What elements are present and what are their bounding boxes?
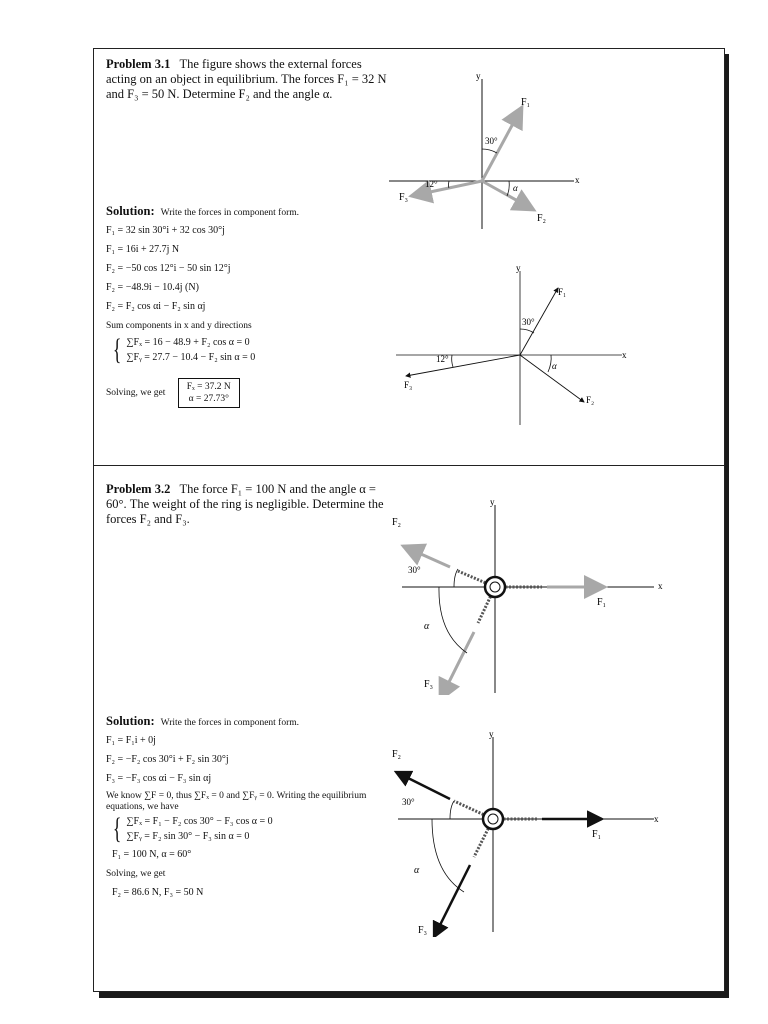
given-values: F₁ = 100 N, α = 60° <box>112 849 192 860</box>
force-f3-arrow <box>434 865 470 937</box>
solving-label: Solving, we get <box>106 869 166 879</box>
problem-3-1-statement <box>106 57 391 102</box>
force-f3-arrow <box>440 632 474 695</box>
angle-label-alpha: α <box>513 183 518 193</box>
text-line: We know ∑F = 0, thus ∑Fₓ = 0 and ∑Fᵧ = 0. Writing the equilibrium equations, we have <box>106 791 367 812</box>
axis-label-x: x <box>658 581 663 591</box>
angle-label-alpha: α <box>414 865 420 876</box>
axis-label-y: y <box>516 263 521 273</box>
problem-3-2-title: Problem 3.2 <box>106 482 171 496</box>
equation-line: F₂ = F₂ cos αi − F₂ sin αj <box>106 301 206 312</box>
problem-3-2-figure-top <box>392 495 682 695</box>
label-f1: F₁ <box>597 597 607 608</box>
angle-arc <box>452 355 453 367</box>
problem-3-2-figure-bottom <box>392 727 682 937</box>
problem-3-1-figure-top <box>389 69 589 239</box>
solution-intro: Write the forces in component form. <box>160 208 300 218</box>
label-f2: F₂ <box>537 213 547 224</box>
text-line: Sum components in x and y directions <box>106 321 252 331</box>
axis-label-x: x <box>575 175 580 185</box>
equation-line: F₃ = −F₃ cos αi − F₃ sin αj <box>106 773 212 784</box>
result-line: F₂ = 86.6 N, F₃ = 50 N <box>112 887 204 898</box>
equation-line: ∑Fᵧ = F₂ sin 30° − F₃ sin α = 0 <box>126 830 250 842</box>
angle-label-12: 12° <box>436 354 449 364</box>
angle-arc <box>520 329 534 333</box>
equation-line: ∑Fₓ = 16 − 48.9 + F₂ cos α = 0 <box>126 336 250 348</box>
solution-heading: Solution: <box>106 714 155 728</box>
equation-line: F₁ = F₁i + 0j <box>106 735 156 746</box>
force-f2-arrow <box>396 772 450 799</box>
equation-line: ∑Fᵧ = 27.7 − 10.4 − F₂ sin α = 0 <box>126 351 256 363</box>
angle-label-30: 30° <box>408 565 421 575</box>
label-f2: F₂ <box>586 395 595 405</box>
problem-3-1-text: The figure shows the external forces acting on an object in equilibrium. The forces F₁ = 32 N and F₃ = 50 N. Determine F₂ and the angle α. <box>106 57 387 101</box>
result-line: Fₓ = 37.2 N <box>186 382 231 392</box>
angle-label-alpha: α <box>424 621 430 632</box>
solution-intro: Write the forces in component form. <box>160 718 300 728</box>
equation-system: { ∑Fₓ = 16 − 48.9 + F₂ cos α = 0 ∑Fᵧ = 27.7 − 10.4 − F₂ sin α = 0 <box>112 333 256 366</box>
force-f3-arrow <box>406 355 520 376</box>
equation-line: F₂ = −F₂ cos 30°i + F₂ sin 30°j <box>106 754 229 765</box>
angle-arc <box>439 587 467 653</box>
solution-heading: Solution: <box>106 204 155 218</box>
textbook-page <box>93 48 725 992</box>
equation-line: F₂ = −48.9i − 10.4j (N) <box>106 282 199 293</box>
angle-arc <box>482 149 497 153</box>
axis-label-y: y <box>489 729 494 739</box>
force-f2-arrow <box>403 546 450 567</box>
result-line: α = 27.73° <box>188 394 229 404</box>
problem-3-2-statement <box>106 482 391 527</box>
problem-3-2-solution <box>106 715 391 899</box>
angle-label-30: 30° <box>522 317 535 327</box>
solving-label: Solving, we get <box>106 388 166 399</box>
axis-label-y: y <box>476 71 481 81</box>
angle-arc <box>449 181 450 188</box>
label-f1: F₁ <box>592 829 602 840</box>
result-box <box>178 378 240 408</box>
label-f3: F₃ <box>424 679 434 690</box>
problem-3-1-solution <box>106 205 391 408</box>
solving-row <box>106 378 391 408</box>
equation-line: F₁ = 16i + 27.7j N <box>106 244 180 255</box>
equation-line: F₂ = −50 cos 12°i − 50 sin 12°j <box>106 263 231 274</box>
angle-label-30: 30° <box>402 797 415 807</box>
problem-divider <box>94 465 724 466</box>
angle-label-30: 30° <box>485 136 498 146</box>
angle-arc <box>454 569 458 587</box>
force-f3-arrow <box>411 181 482 196</box>
problem-3-2-text: The force F₁ = 100 N and the angle α = 60°. The weight of the ring is negligible. Determine the forces F₂ and F₃. <box>106 482 384 526</box>
label-f2: F₂ <box>392 749 402 760</box>
problem-3-1-title: Problem 3.1 <box>106 57 171 71</box>
angle-arc <box>432 819 464 892</box>
label-f2: F₂ <box>392 517 402 528</box>
label-f3: F₃ <box>399 192 409 203</box>
equation-line: F₁ = 32 sin 30°i + 32 cos 30°j <box>106 225 225 236</box>
axis-label-x: x <box>654 814 659 824</box>
label-f3: F₃ <box>418 925 428 936</box>
equation-system: { ∑Fₓ = F₁ − F₂ cos 30° − F₃ cos α = 0 ∑Fᵧ = F₂ sin 30° − F₃ sin α = 0 <box>112 812 273 845</box>
axis-label-y: y <box>490 497 495 507</box>
equation-line: ∑Fₓ = F₁ − F₂ cos 30° − F₃ cos α = 0 <box>126 815 273 827</box>
label-f1: F₁ <box>521 97 531 108</box>
angle-label-12: 12° <box>425 179 438 189</box>
angle-arc <box>548 355 551 372</box>
angle-arc <box>450 801 454 819</box>
problem-3-1-figure-bottom <box>396 261 636 431</box>
force-f2-arrow <box>482 181 534 210</box>
label-f3: F₃ <box>404 380 413 390</box>
label-f1: F₁ <box>558 287 567 297</box>
angle-label-alpha: α <box>552 361 557 371</box>
axis-label-x: x <box>622 350 627 360</box>
